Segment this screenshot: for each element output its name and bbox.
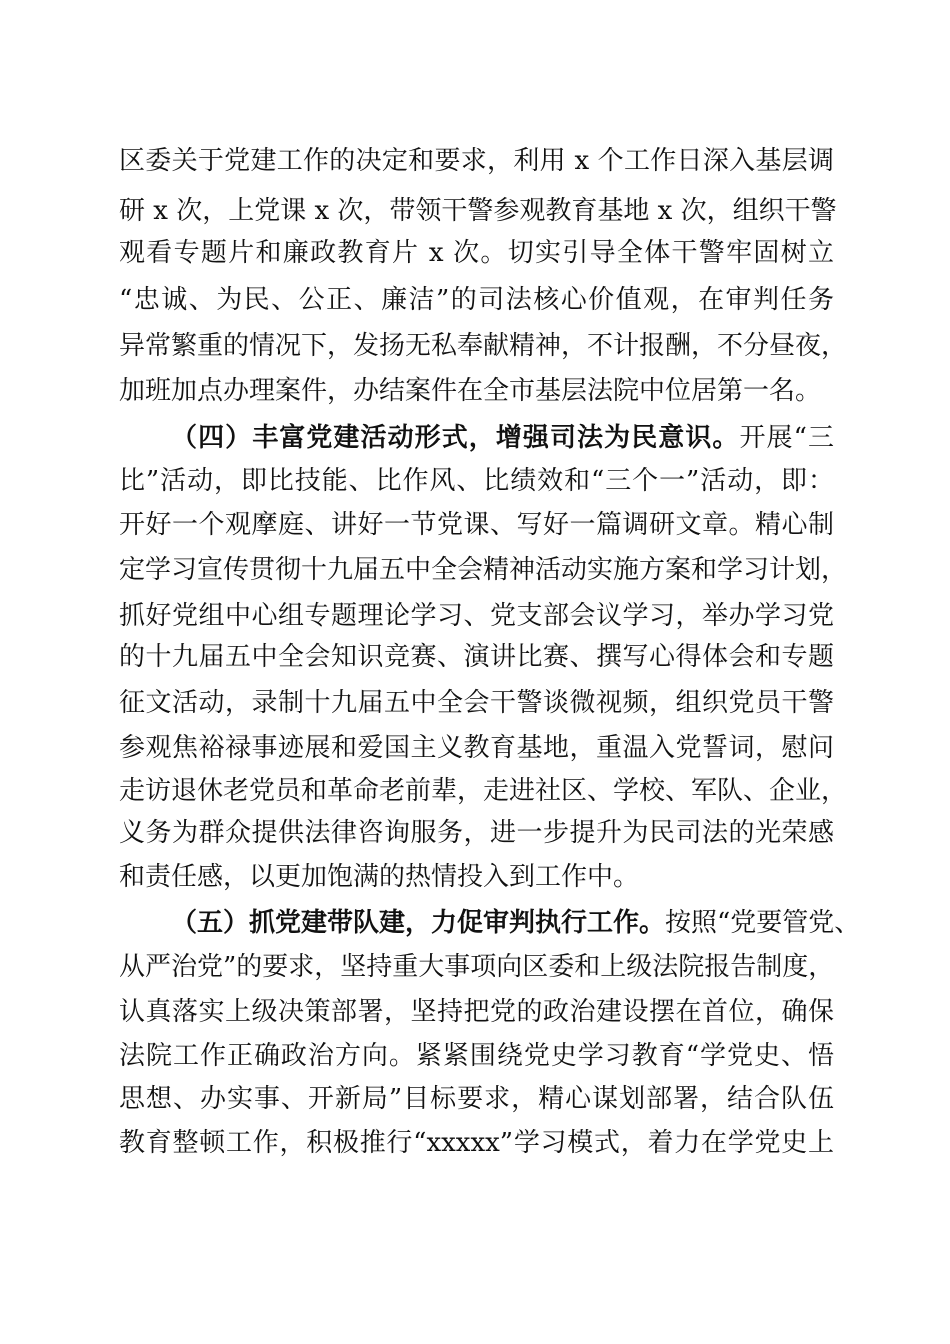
- text-line: 法院工作正确政治方向。紧紧围绕党史学习教育“学党史、悟: [119, 1041, 834, 1071]
- text-line: 比”活动，即比技能、比作风、比绩效和“三个一”活动，即：: [119, 466, 834, 496]
- text-line: 参观焦裕禄事迹展和爱国主义教育基地，重温入党誓词，慰问: [119, 733, 834, 763]
- text-line: “忠诚、为民、公正、廉洁”的司法核心价值观，在审判任务: [119, 285, 834, 315]
- text-line: 从严治党”的要求，坚持重大事项向区委和上级法院报告制度，: [119, 952, 835, 982]
- text-line: 认真落实上级决策部署，坚持把党的政治建设摆在首位，确保: [119, 997, 834, 1027]
- text-run: 按照“党要管党、: [665, 908, 861, 938]
- text-line: 走访退休老党员和革命老前辈，走进社区、学校、军队、企业，: [119, 776, 848, 806]
- text-line: 加班加点办理案件，办结案件在全市基层法院中位居第一名。: [119, 376, 822, 406]
- paragraph-five-first-line: [171, 903, 861, 943]
- text-line: 研 x 次，上党课 x 次，带领干警参观教育基地 x 次，组织干警: [119, 196, 837, 226]
- paragraph-four-first-line: [171, 418, 834, 458]
- text-run: 开展“三: [739, 423, 834, 453]
- section-heading-four: （四）丰富党建活动形式，增强司法为民意识。: [171, 423, 740, 453]
- text-line: 教育整顿工作，积极推行“xxxxx”学习模式，着力在学党史上: [119, 1128, 834, 1158]
- text-line: 和责任感，以更加饱满的热情投入到工作中。: [119, 862, 640, 892]
- section-heading-five: （五）抓党建带队建，力促审判执行工作。: [171, 908, 666, 938]
- text-line: 的十九届五中全会知识竞赛、演讲比赛、撰写心得体会和专题: [119, 642, 834, 672]
- text-line: 异常繁重的情况下，发扬无私奉献精神，不计报酬，不分昼夜，: [119, 331, 848, 361]
- text-line: 区委关于党建工作的决定和要求，利用 x 个工作日深入基层调: [119, 146, 834, 176]
- text-line: 开好一个观摩庭、讲好一节党课、写好一篇调研文章。精心制: [119, 510, 834, 540]
- text-line: 征文活动，录制十九届五中全会干警谈微视频，组织党员干警: [119, 688, 834, 718]
- text-line: 思想、办实事、开新局”目标要求，精心谋划部署，结合队伍: [119, 1084, 834, 1114]
- text-line: 义务为群众提供法律咨询服务，进一步提升为民司法的光荣感: [119, 818, 834, 848]
- text-line: 观看专题片和廉政教育片 x 次。切实引导全体干警牢固树立: [119, 238, 834, 268]
- text-line: 抓好党组中心组专题理论学习、党支部会议学习，举办学习党: [119, 601, 834, 631]
- text-line: 定学习宣传贯彻十九届五中全会精神活动实施方案和学习计划，: [119, 555, 848, 585]
